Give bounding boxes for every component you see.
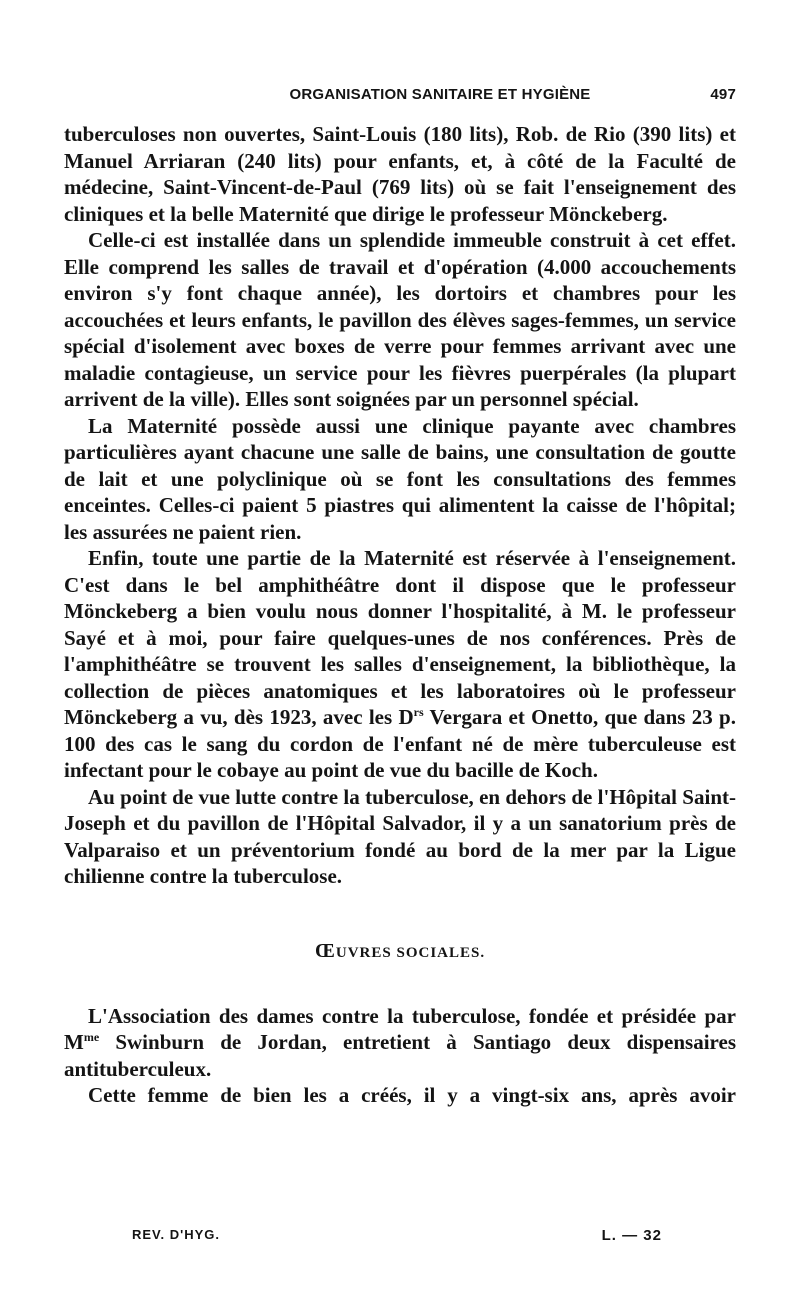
paragraph-enseignement-text-a: Enfin, toute une partie de la Maternité est réservée à l'enseignement. C'est dans le bel amphithéâtre dont il dispose que le professeur Mönckeberg a bien voulu nous donner l'hospitalité, à M. le professeur Sayé et à moi, pour faire quelques-unes de nos conférences. Près de l'amphithéâtre se trouvent les salles d'enseignement, la bibliothèque, la collection de pièces anatomiques et les laboratoires où le professeur Mönckeberg a vu, dès 1923, avec les D xyxy=(64,546,736,729)
page-footer xyxy=(132,1227,662,1244)
paragraph-femme-de-bien: Cette femme de bien les a créés, il y a vingt-six ans, après avoir xyxy=(88,1083,736,1107)
madame-abbrev-sup: me xyxy=(83,1030,100,1044)
paragraph-enseignement xyxy=(64,545,736,784)
section-heading-initial: Œ xyxy=(314,939,336,962)
section-heading xyxy=(64,940,736,963)
paragraph-maternite-installation: Celle-ci est installée dans un splendide immeuble construit à cet effet. Elle comprend les salles de travail et d'opération (4.000 accouchements environ s'y font chaque année), les dortoirs et chambres pour les accouchées et leurs enfants, le pavillon des élèves sages-femmes, un service spécial d'isolement avec boxes de verre pour femmes arrivant avec une maladie contagieuse, un service pour les fièvres puerpérales (la plupart arrivent de la ville). Elles sont soignées par un personnel spécial. xyxy=(64,228,736,411)
doctors-abbrev-sup: rs xyxy=(413,705,424,719)
paragraph-clinique-payante: La Maternité possède aussi une clinique payante avec chambres particulières ayant chacune une salle de bains, une consultation de goutte de lait et une polyclinique où se font les consultations des femmes enceintes. Celles-ci paient 5 piastres qui alimentent la caisse de l'hôpital; les assurées ne paient rien. xyxy=(64,413,736,544)
paragraph-association-text-a: L'Association des dames contre la tuberculose, fondée et présidée par M xyxy=(64,1003,736,1054)
paragraph-lutte-tuberculose: Au point de vue lutte contre la tuberculose, en dehors de l'Hôpital Saint-Joseph et du pavillon de l'Hôpital Salvador, il y a un sanatorium près de Valparaiso et un préventorium fondé au bord de la mer par la Ligue chilienne contre la tuberculose. xyxy=(64,784,736,888)
paragraph-enseignement-text-b: Vergara et Onetto, que dans 23 p. 100 des cas le sang du cordon de l'enfant né de mère tuberculeuse est infectant pour le cobaye au point de vue du bacille de Koch. xyxy=(64,705,736,782)
page-number: 497 xyxy=(710,86,736,103)
paragraph-association-text-b: Swinburn de Jordan, entretient à Santiago deux dispensaires antituberculeux. xyxy=(64,1030,736,1081)
footer-signature: L. — 32 xyxy=(601,1227,662,1244)
footer-journal: REV. D'HYG. xyxy=(132,1227,221,1242)
running-head xyxy=(64,86,736,103)
page-body xyxy=(64,86,736,1109)
paragraph-association xyxy=(64,1003,736,1083)
section-heading-rest: UVRES SOCIALES. xyxy=(335,944,486,961)
running-head-title: ORGANISATION SANITAIRE ET HYGIÈNE xyxy=(289,86,591,103)
paragraph-continuation: tuberculoses non ouvertes, Saint-Louis (180 lits), Rob. de Rio (390 lits) et Manuel Arriaran (240 lits) pour enfants, et, à côté de la Faculté de médecine, Saint-Vincent-de-Paul (769 lits) où se fait l'enseignement des cliniques et la belle Maternité que dirige le professeur Mönckeberg. xyxy=(64,122,736,226)
